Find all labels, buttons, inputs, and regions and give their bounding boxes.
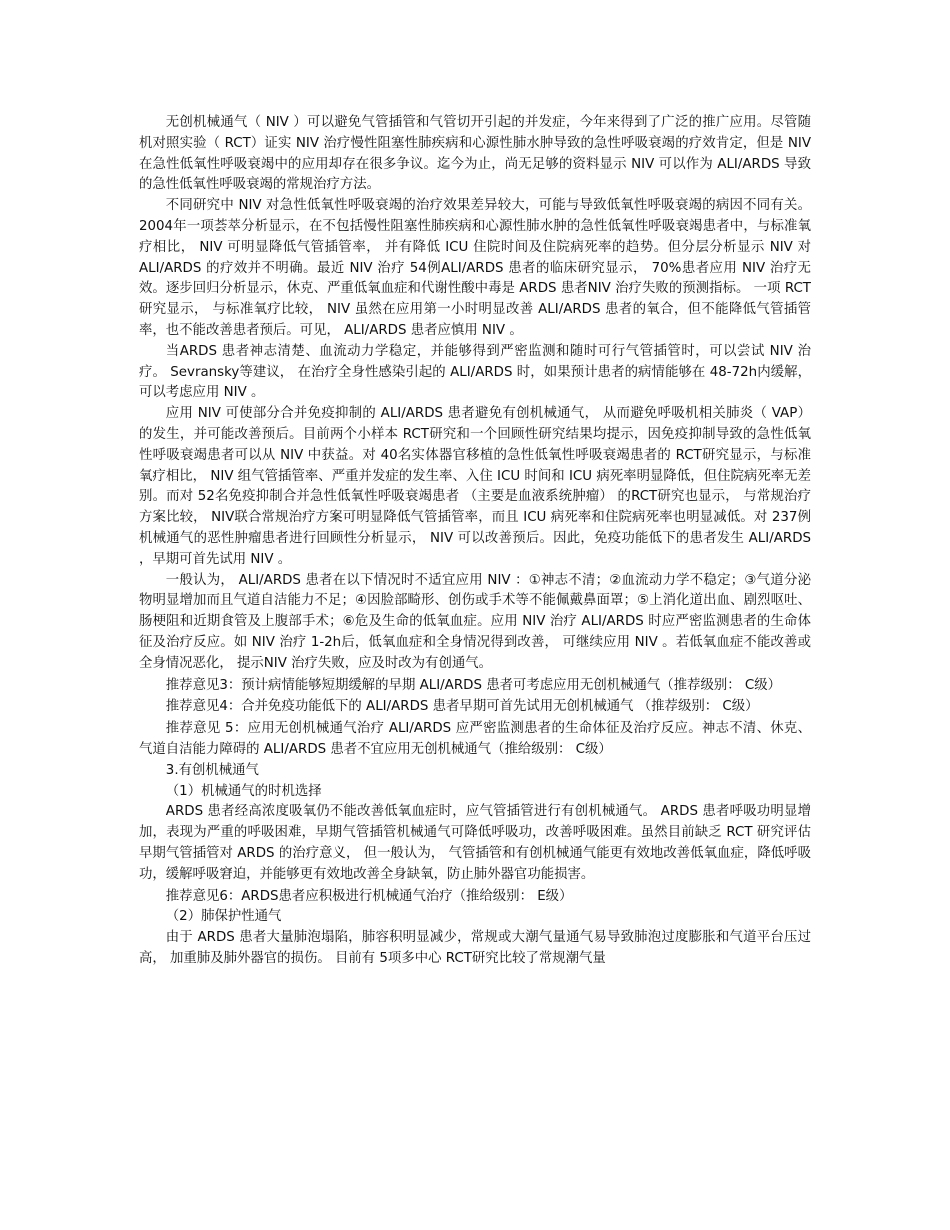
paragraph-niv-efficacy: 不同研究中 NIV 对急性低氧性呼吸衰竭的治疗效果差异较大，可能与导致低氧性呼吸衰竭的病因不同有关。 2004年一项荟萃分析显示，在不包括慢性阻塞性肺疾病和心源性肺水肿的急性低氧性呼吸衰竭患者中，与标准氧疗相比， NIV 可明显降低气管插管率， 并有降低 ICU 住院时间及住院病死率的趋势。但分层分析显示 NIV 对ALI/ARDS 的疗效并不明确。最近 NIV 治疗 54例ALI/ARDS 患者的临床研究显示， 70%患者应用 NIV 治疗无效。逐步回归分析显示，休克、严重低氧血症和代谢性酸中毒是 ARDS 患者NIV 治疗失败的预测指标。 一项 RCT研究显示， 与标准氧疗比较， NIV 虽然在应用第一小时明显改善 ALI/ARDS 患者的氧合，但不能降低气管插管率，也不能改善患者预后。可见， ALI/ARDS 患者应慎用 NIV 。 (139, 198, 811, 338)
paragraph-niv-intro: 无创机械通气（ NIV ）可以避免气管插管和气管切开引起的并发症，今年来得到了广泛的推广应用。尽管随机对照实验（ RCT）证实 NIV 治疗慢性阻塞性肺疾病和心源性肺水肿导致的急性呼吸衰竭的疗效肯定，但是 NIV 在急性低氧性呼吸衰竭中的应用却存在很多争议。迄今为止，尚无足够的资料显示 NIV 可以作为 ALI/ARDS 导致的急性低氧性呼吸衰竭的常规治疗方法。 (139, 115, 811, 193)
section-heading-invasive-ventilation: 3.有创机械通气 (165, 762, 259, 778)
recommendation-6: 推荐意见6：ARDS患者应积极进行机械通气治疗（推给级别： E级） (165, 888, 573, 904)
paragraph-niv-contraindications: 一般认为， ALI/ARDS 患者在以下情况时不适宜应用 NIV ：①神志不清；②血流动力学不稳定；③气道分泌物明显增加而且气道自洁能力不足；④因脸部畸形、创伤或手术等不能佩戴鼻面罩；⑤上消化道出血、剧烈呕吐、肠梗阻和近期食管及上腹部手术；⑥危及生命的低氧血症。应用 NIV 治疗 ALI/ARDS 时应严密监测患者的生命体征及治疗反应。如 NIV 治疗 1-2h后，低氧血症和全身情况得到改善， 可继续应用 NIV 。若低氧血症不能改善或全身情况恶化， 提示NIV 治疗失败，应及时改为有创通气。 (139, 572, 811, 671)
paragraph-ventilation-timing: ARDS 患者经高浓度吸氧仍不能改善低氧血症时，应气管插管进行有创机械通气。 ARDS 患者呼吸功明显增加，表现为严重的呼吸困难，早期气管插管机械通气可降低呼吸功，改善呼吸困难。虽然目前缺乏 RCT 研究评估早期气管插管对 ARDS 的治疗意义， 但一般认为， 气管插管和有创机械通气能更有效地改善低氧血症，降低呼吸功，缓解呼吸窘迫，并能够更有效地改善全身缺氧，防止肺外器官功能损害。 (139, 804, 811, 882)
paragraph-niv-indication: 当ARDS 患者神志清楚、血流动力学稳定，并能够得到严密监测和随时可行气管插管时，可以尝试 NIV 治疗。 Sevransky等建议， 在治疗全身性感染引起的 ALI/ARDS 时，如果预计患者的病情能够在 48-72h内缓解，可以考虑应用 NIV 。 (139, 343, 811, 401)
subheading-lung-protective-ventilation: （2）肺保护性通气 (165, 909, 282, 925)
recommendation-5: 推荐意见 5：应用无创机械通气治疗 ALI/ARDS 应严密监测患者的生命体征及治疗反应。神志不清、休克、气道自洁能力障碍的 ALI/ARDS 患者不宜应用无创机械通气（推给级别： C级） (139, 720, 811, 758)
recommendation-3: 推荐意见3：预计病情能够短期缓解的早期 ALI/ARDS 患者可考虑应用无创机械通气（推荐级别： C级） (165, 677, 782, 693)
subheading-ventilation-timing: （1）机械通气的时机选择 (165, 783, 322, 799)
recommendation-4: 推荐意见4：合并免疫功能低下的 ALI/ARDS 患者早期可首先试用无创机械通气 （推荐级别： C级） (165, 699, 759, 715)
document-body (139, 113, 811, 970)
paragraph-lung-protective-ventilation: 由于 ARDS 患者大量肺泡塌陷，肺容积明显减少，常规或大潮气量通气易导致肺泡过度膨胀和气道平台压过高， 加重肺及肺外器官的损伤。 目前有 5项多中心 RCT研究比较了常规潮气量 (139, 930, 811, 966)
paragraph-niv-immunosuppression: 应用 NIV 可使部分合并免疫抑制的 ALI/ARDS 患者避免有创机械通气， 从而避免呼吸机相关肺炎（ VAP）的发生，并可能改善预后。目前两个小样本 RCT研究和一个回顾性研究结果均提示，因免疫抑制导致的急性低氧性呼吸衰竭患者可以从 NIV 中获益。对 40名实体器官移植的急性低氧性呼吸衰竭患者的 RCT研究显示，与标准氧疗相比， NIV 组气管插管率、严重并发症的发生率、入住 ICU 时间和 ICU 病死率明显降低，但住院病死率无差别。而对 52名免疫抑制合并急性低氧性呼吸衰竭患者 （主要是血液系统肿瘤） 的RCT研究也显示， 与常规治疗方案比较， NIV联合常规治疗方案可明显降低气管插管率，而且 ICU 病死率和住院病死率也明显减低。对 237例机械通气的恶性肿瘤患者进行回顾性分析显示， NIV 可以改善预后。因此，免疫功能低下的患者发生 ALI/ARDS ，早期可首先试用 NIV 。 (139, 406, 811, 567)
